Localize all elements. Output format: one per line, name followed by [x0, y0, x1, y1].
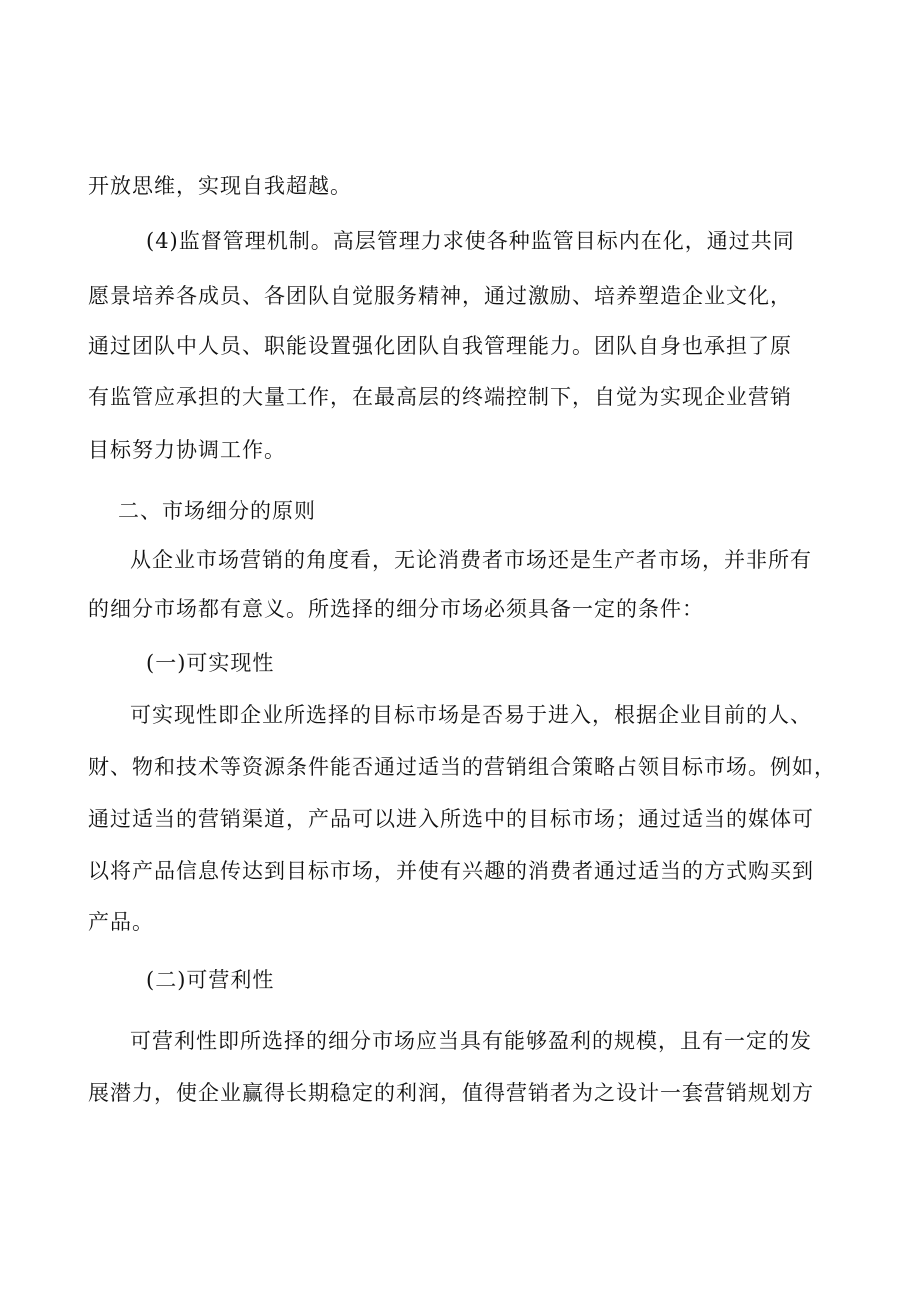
subsection-heading: (一)可实现性 [146, 651, 275, 675]
paragraph-line: 可营利性即所选择的细分市场应当具有能够盈利的规模，且有一定的发 [130, 1029, 812, 1053]
paragraph-line: 的细分市场都有意义。所选择的细分市场必须具备一定的条件： [88, 597, 704, 621]
subsection-heading: (二)可营利性 [146, 968, 275, 992]
paragraph-line: 通过适当的营销渠道，产品可以进入所选中的目标市场；通过适当的媒体可 [88, 807, 814, 831]
paragraph-line: (4)监督管理机制。高层管理力求使各种监管目标内在化，通过共同 [146, 229, 795, 253]
paragraph-line: 可实现性即企业所选择的目标市场是否易于进入，根据企业目前的人、 [130, 703, 812, 727]
paragraph-line: 目标努力协调工作。 [88, 438, 286, 462]
paragraph-line: 通过团队中人员、职能设置强化团队自我管理能力。团队自身也承担了原 [88, 334, 792, 358]
paragraph-line: 有监管应承担的大量工作，在最高层的终端控制下，自觉为实现企业营销 [88, 385, 792, 409]
paragraph-line: 以将产品信息传达到目标市场，并使有兴趣的消费者通过适当的方式购买到 [88, 859, 814, 883]
paragraph-line: 财、物和技术等资源条件能否通过适当的营销组合策略占领目标市场。例如， [88, 755, 836, 779]
paragraph-line: 愿景培养各成员、各团队自觉服务精神，通过激励、培养塑造企业文化， [88, 284, 792, 308]
section-heading: 二、市场细分的原则 [118, 499, 316, 523]
paragraph-line: 开放思维，实现自我超越。 [88, 174, 352, 198]
paragraph-line: 展潜力，使企业赢得长期稳定的利润，值得营销者为之设计一套营销规划方 [88, 1081, 814, 1105]
paragraph-line: 从企业市场营销的角度看，无论消费者市场还是生产者市场，并非所有 [130, 548, 812, 572]
paragraph-line: 产品。 [88, 910, 154, 934]
